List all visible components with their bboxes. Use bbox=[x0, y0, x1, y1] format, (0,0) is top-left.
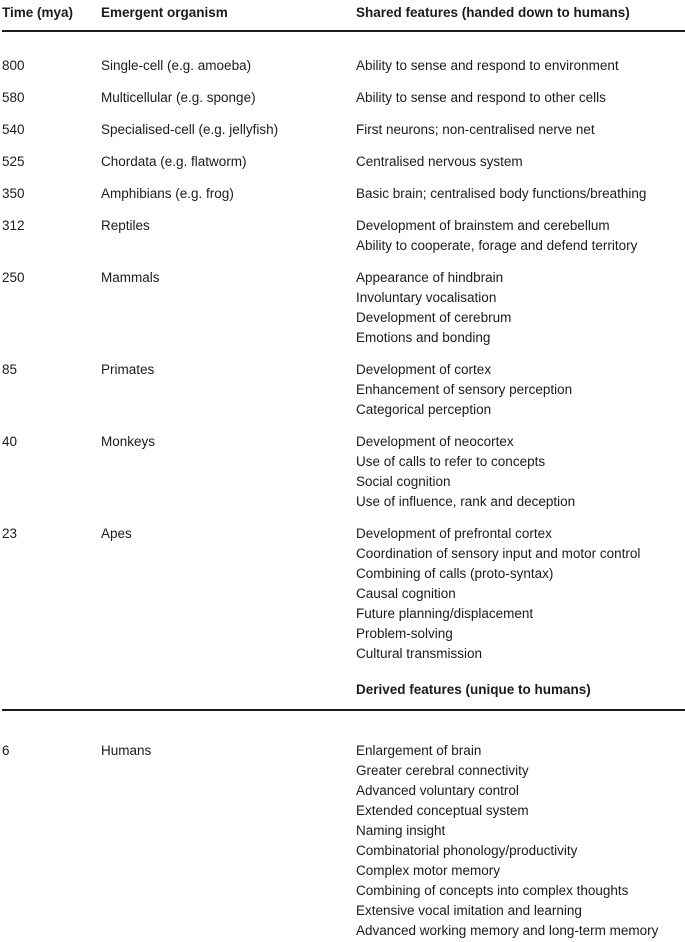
feature-line: First neurons; non-centralised nerve net bbox=[356, 122, 595, 137]
feature-line: Complex motor memory bbox=[356, 863, 501, 878]
feature-line: Future planning/displacement bbox=[356, 606, 534, 621]
table-row bbox=[2, 216, 685, 256]
feature-line: Extensive vocal imitation and learning bbox=[356, 903, 582, 918]
feature-line: Involuntary vocalisation bbox=[356, 290, 497, 305]
feature-line: Coordination of sensory input and motor control bbox=[356, 546, 641, 561]
table-row bbox=[2, 741, 685, 941]
feature-line: Greater cerebral connectivity bbox=[356, 763, 529, 778]
feature-line: Ability to sense and respond to environment bbox=[356, 58, 619, 73]
time-cell: 250 bbox=[2, 270, 25, 285]
feature-line: Development of cerebrum bbox=[356, 310, 512, 325]
feature-line: Use of calls to refer to concepts bbox=[356, 454, 546, 469]
feature-line: Emotions and bonding bbox=[356, 330, 491, 345]
organism-cell: Specialised-cell (e.g. jellyfish) bbox=[101, 122, 279, 137]
organism-cell: Monkeys bbox=[101, 434, 156, 449]
column-header-shared-features: Shared features (handed down to humans) bbox=[356, 5, 630, 20]
time-cell: 40 bbox=[2, 434, 18, 449]
feature-line: Development of cortex bbox=[356, 362, 492, 377]
features-cell bbox=[356, 120, 685, 140]
feature-line: Development of prefrontal cortex bbox=[356, 526, 552, 541]
time-cell: 23 bbox=[2, 526, 18, 541]
table-row bbox=[2, 88, 685, 108]
table-row bbox=[2, 360, 685, 420]
organism-cell: Mammals bbox=[101, 270, 160, 285]
features-cell bbox=[356, 741, 685, 941]
feature-line: Basic brain; centralised body functions/breathing bbox=[356, 186, 647, 201]
feature-line: Ability to cooperate, forage and defend territory bbox=[356, 238, 638, 253]
feature-line: Enlargement of brain bbox=[356, 743, 482, 758]
table-header-row bbox=[2, 0, 685, 32]
features-cell bbox=[356, 268, 685, 348]
time-cell: 800 bbox=[2, 58, 25, 73]
table-row bbox=[2, 524, 685, 664]
organism-cell: Chordata (e.g. flatworm) bbox=[101, 154, 247, 169]
feature-line: Social cognition bbox=[356, 474, 451, 489]
table-row bbox=[2, 56, 685, 76]
table-row bbox=[2, 120, 685, 140]
time-cell: 540 bbox=[2, 122, 25, 137]
derived-features-header-row bbox=[2, 680, 685, 711]
feature-line: Use of influence, rank and deception bbox=[356, 494, 576, 509]
features-cell bbox=[356, 184, 685, 204]
organism-cell: Humans bbox=[101, 743, 152, 758]
organism-cell: Apes bbox=[101, 526, 132, 541]
feature-line: Development of brainstem and cerebellum bbox=[356, 218, 610, 233]
organism-cell: Single-cell (e.g. amoeba) bbox=[101, 58, 252, 73]
organism-cell: Reptiles bbox=[101, 218, 150, 233]
feature-line: Ability to sense and respond to other cells bbox=[356, 90, 606, 105]
table-row bbox=[2, 184, 685, 204]
derived-features-rows bbox=[2, 741, 685, 941]
time-cell: 350 bbox=[2, 186, 25, 201]
feature-line: Development of neocortex bbox=[356, 434, 514, 449]
table-row bbox=[2, 268, 685, 348]
organism-cell: Primates bbox=[101, 362, 155, 377]
features-cell bbox=[356, 152, 685, 172]
time-cell: 6 bbox=[2, 743, 10, 758]
derived-features-header: Derived features (unique to humans) bbox=[356, 682, 591, 697]
feature-line: Enhancement of sensory perception bbox=[356, 382, 573, 397]
feature-line: Centralised nervous system bbox=[356, 154, 523, 169]
table-row bbox=[2, 152, 685, 172]
feature-line: Naming insight bbox=[356, 823, 446, 838]
feature-line: Combining of concepts into complex thoughts bbox=[356, 883, 629, 898]
features-cell bbox=[356, 360, 685, 420]
time-cell: 312 bbox=[2, 218, 25, 233]
feature-line: Extended conceptual system bbox=[356, 803, 529, 818]
feature-line: Combining of calls (proto-syntax) bbox=[356, 566, 554, 581]
feature-line: Problem-solving bbox=[356, 626, 453, 641]
time-cell: 580 bbox=[2, 90, 25, 105]
column-header-organism: Emergent organism bbox=[101, 5, 228, 20]
organism-cell: Amphibians (e.g. frog) bbox=[101, 186, 234, 201]
features-cell bbox=[356, 216, 685, 256]
feature-line: Appearance of hindbrain bbox=[356, 270, 504, 285]
time-cell: 85 bbox=[2, 362, 18, 377]
feature-line: Cultural transmission bbox=[356, 646, 483, 661]
feature-line: Categorical perception bbox=[356, 402, 492, 417]
feature-line: Advanced working memory and long-term memory bbox=[356, 923, 659, 938]
time-cell: 525 bbox=[2, 154, 25, 169]
feature-line: Combinatorial phonology/productivity bbox=[356, 843, 578, 858]
shared-features-rows bbox=[2, 56, 685, 664]
column-header-time: Time (mya) bbox=[2, 5, 74, 20]
features-cell bbox=[356, 56, 685, 76]
organism-cell: Multicellular (e.g. sponge) bbox=[101, 90, 256, 105]
features-cell bbox=[356, 88, 685, 108]
features-cell bbox=[356, 432, 685, 512]
table-row bbox=[2, 432, 685, 512]
features-cell bbox=[356, 524, 685, 664]
feature-line: Causal cognition bbox=[356, 586, 456, 601]
feature-line: Advanced voluntary control bbox=[356, 783, 519, 798]
